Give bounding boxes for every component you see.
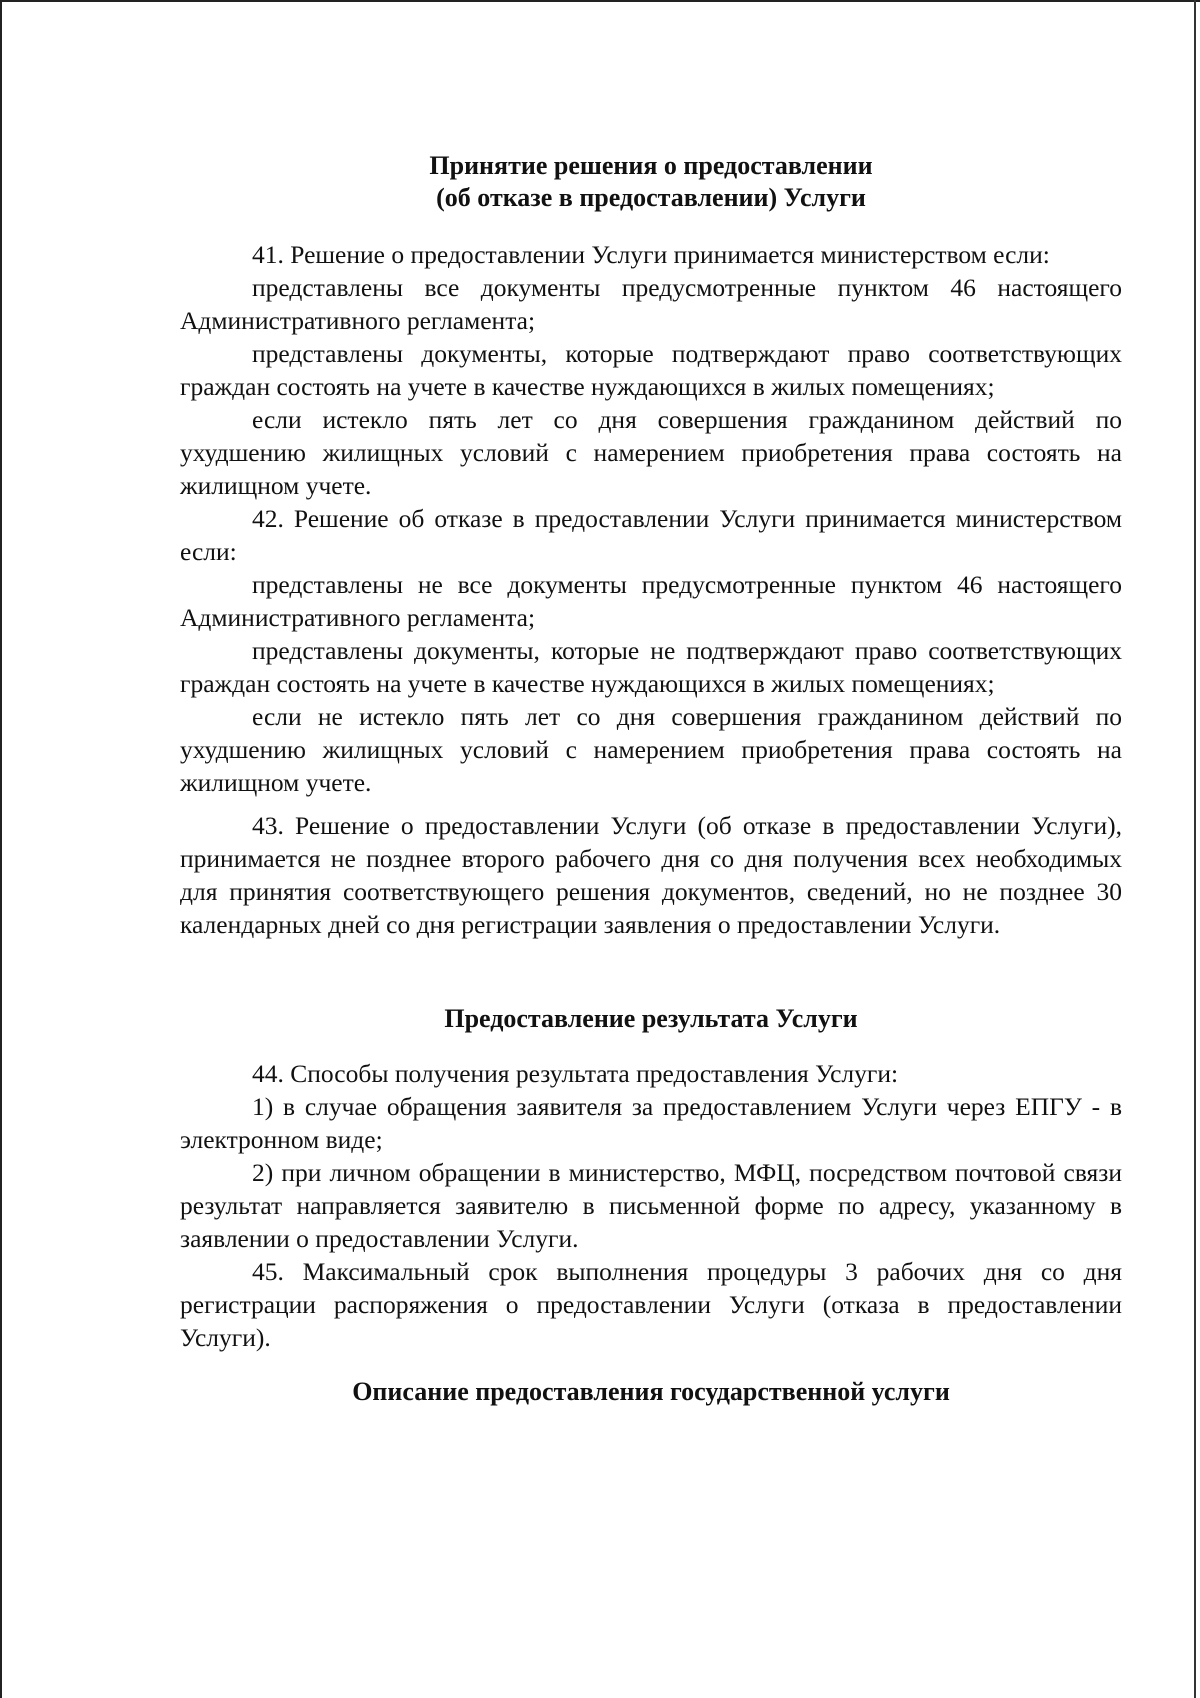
section-body-decision [180, 238, 1122, 941]
paragraph-44: 44. Способы получения результата предоставления Услуги: [252, 1059, 899, 1088]
paragraph-41-item-2: представлены документы, которые подтверждают право соответствующих граждан состоять на учете в качестве нуждающихся в жилых помещениях; [180, 339, 1122, 401]
scan-border-right [1194, 0, 1196, 1698]
paragraph-44-item-1: 1) в случае обращения заявителя за предоставлением Услуги через ЕПГУ - в электронном виде; [180, 1092, 1122, 1154]
section-heading-result: Предоставление результата Услуги [444, 1004, 858, 1033]
heading-line-1: Принятие решения о предоставлении [429, 151, 873, 180]
paragraph-42-item-3: если не истекло пять лет со дня совершения гражданином действий по ухудшению жилищных условий с намерением приобретения права состоять на жилищном учете. [180, 702, 1122, 797]
spacer [180, 1354, 1122, 1376]
spacer [180, 941, 1122, 1003]
paragraph-42-item-2: представлены документы, которые не подтверждают право соответствующих граждан состоять на учете в качестве нуждающихся в жилых помещениях; [180, 636, 1122, 698]
paragraph-44-item-2: 2) при личном обращении в министерство, МФЦ, посредством почтовой связи результат направляется заявителю в письменной форме по адресу, указанному в заявлении о предоставлении Услуги. [180, 1158, 1122, 1253]
heading-line-2: (об отказе в предоставлении) Услуги [436, 183, 866, 212]
paragraph-41: 41. Решение о предоставлении Услуги принимается министерством если: [252, 240, 1050, 269]
paragraph-41-item-1: представлены все документы предусмотренные пунктом 46 настоящего Административного регламента; [180, 273, 1122, 335]
section-heading-description: Описание предоставления государственной услуги [352, 1377, 950, 1406]
paragraph-42-item-1: представлены не все документы предусмотренные пунктом 46 настоящего Административного регламента; [180, 570, 1122, 632]
paragraph-43: 43. Решение о предоставлении Услуги (об отказе в предоставлении Услуги), принимается не позднее второго рабочего дня со дня получения всех необходимых для принятия соответствующего решения документов, сведений, но не позднее 30 календарных дней со дня регистрации заявления о предоставлении Услуги. [180, 811, 1122, 939]
section-body-result [180, 1057, 1122, 1354]
spacer [180, 1035, 1122, 1057]
section-heading-decision [180, 150, 1122, 214]
paragraph-41-item-3: если истекло пять лет со дня совершения гражданином действий по ухудшению жилищных условий с намерением приобретения права состоять на жилищном учете. [180, 405, 1122, 500]
document-page [180, 150, 1122, 1408]
paragraph-42: 42. Решение об отказе в предоставлении Услуги принимается министерством если: [180, 504, 1122, 566]
scan-border-top [0, 0, 1200, 2]
scan-border-left [0, 0, 2, 1698]
spacer [180, 799, 1122, 809]
paragraph-45: 45. Максимальный срок выполнения процедуры 3 рабочих дня со дня регистрации распоряжения о предоставлении Услуги (отказа в предоставлении Услуги). [180, 1257, 1122, 1352]
